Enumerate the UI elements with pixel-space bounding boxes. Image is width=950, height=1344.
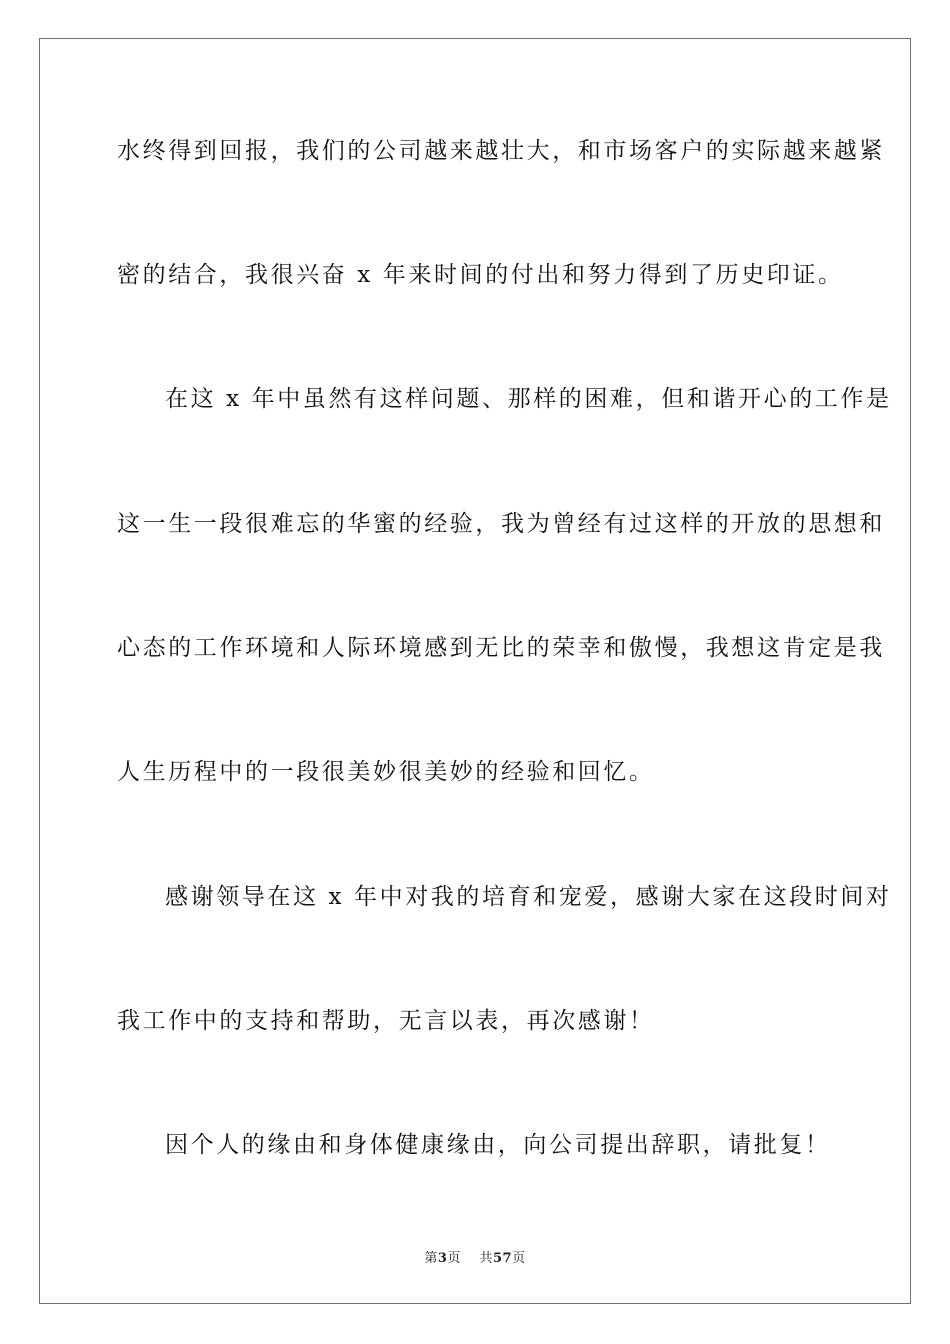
- paragraph-line-8: 我工作中的支持和帮助，无言以表，再次感谢！: [117, 1008, 655, 1034]
- paragraph-line-5: 心态的工作环境和人际环境感到无比的荣幸和傲慢，我想这肯定是我: [117, 635, 885, 661]
- footer-total-unit: 页: [512, 1251, 526, 1266]
- paragraph-line-3: 在这 x 年中虽然有这样问题、那样的困难，但和谐开心的工作是: [165, 386, 892, 412]
- page-footer: [0, 1247, 950, 1266]
- paragraph-line-6: 人生历程中的一段很美妙很美妙的经验和回忆。: [117, 759, 655, 785]
- paragraph-line-9: 因个人的缘由和身体健康缘由，向公司提出辞职，请批复！: [165, 1132, 831, 1158]
- paragraph-line-2: 密的结合，我很兴奋 x 年来时间的付出和努力得到了历史印证。: [117, 262, 844, 288]
- paragraph-line-7: 感谢领导在这 x 年中对我的培育和宠爱，感谢大家在这段时间对: [165, 884, 892, 910]
- footer-total-prefix: 共: [479, 1251, 493, 1266]
- footer-page-prefix: 第: [424, 1251, 438, 1266]
- paragraph-line-1: 水终得到回报，我们的公司越来越壮大，和市场客户的实际越来越紧: [117, 138, 885, 164]
- footer-page-current: 3: [437, 1251, 448, 1266]
- footer-page-unit: 页: [447, 1251, 461, 1266]
- footer-page-total: 57: [493, 1251, 513, 1266]
- page-frame: [39, 38, 911, 1304]
- paragraph-line-4: 这一生一段很难忘的华蜜的经验，我为曾经有过这样的开放的思想和: [117, 511, 885, 537]
